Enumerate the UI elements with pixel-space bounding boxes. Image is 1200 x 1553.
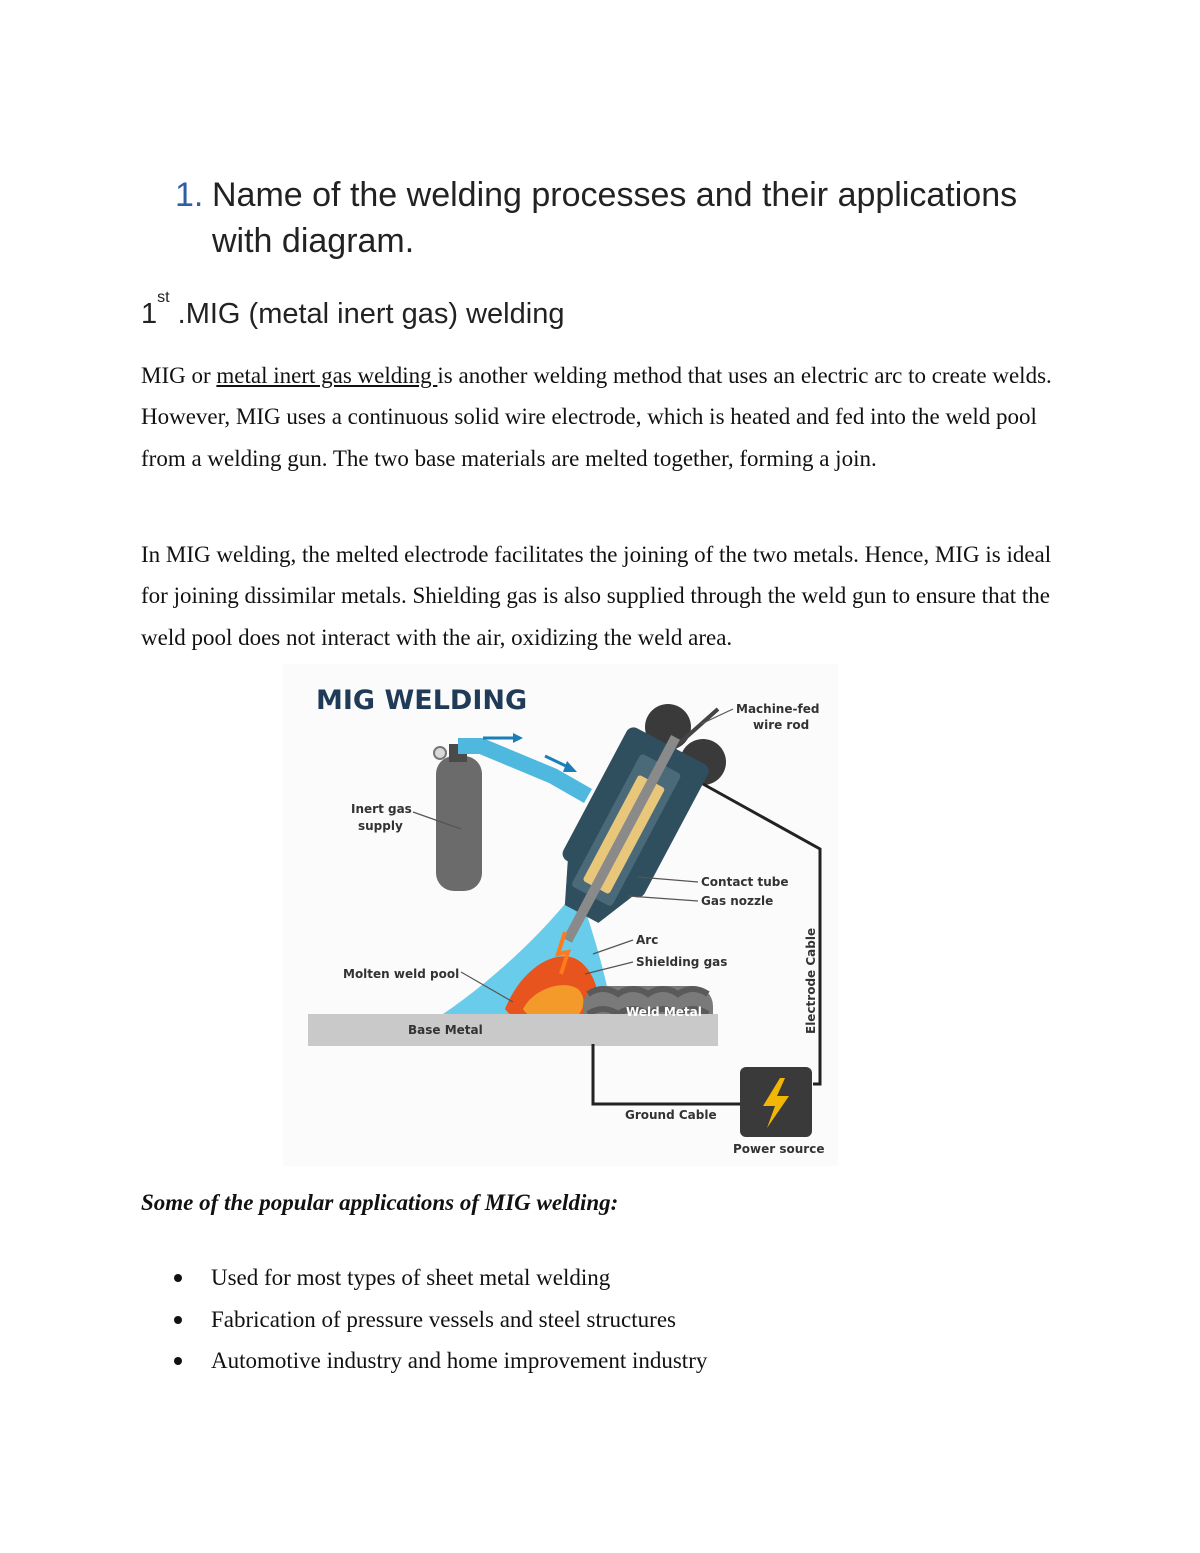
label-electrode-cable: Electrode Cable xyxy=(804,927,818,1034)
label-weld-metal: Weld Metal xyxy=(626,1005,702,1019)
section-ordinal-suffix: st xyxy=(157,289,170,306)
heading-number: 1. xyxy=(175,176,204,214)
heading-text: Name of the welding processes and their applications with diagram. xyxy=(212,176,1018,260)
section-title-text: .MIG (metal inert gas) welding xyxy=(169,298,565,330)
label-power-source: Power source xyxy=(733,1142,825,1156)
list-item-text: Used for most types of sheet metal welding xyxy=(211,1265,611,1290)
list-item-text: Fabrication of pressure vessels and steel structures xyxy=(211,1306,676,1332)
applications-list xyxy=(141,1257,707,1382)
paragraph-lead: MIG or xyxy=(141,363,217,388)
bullet-icon xyxy=(174,1274,182,1282)
electrode-cable xyxy=(703,784,820,1084)
label-gas-supply-1: Inert gas xyxy=(351,802,412,816)
label-shielding-gas: Shielding gas xyxy=(636,955,728,969)
paragraph-intro xyxy=(141,355,1071,479)
heading-1 xyxy=(175,172,1075,264)
label-wire-rod-1: Machine-fed xyxy=(736,702,820,716)
section-ordinal: 1 xyxy=(141,298,158,330)
mig-welding-diagram xyxy=(283,664,838,1166)
list-item xyxy=(141,1340,707,1382)
ground-cable xyxy=(593,1044,741,1104)
label-molten-pool: Molten weld pool xyxy=(343,967,460,981)
metal-inert-gas-welding-link[interactable]: metal inert gas welding xyxy=(216,363,438,388)
label-base-metal: Base Metal xyxy=(408,1023,483,1037)
gas-cylinder xyxy=(434,744,482,891)
list-item xyxy=(141,1257,707,1299)
label-arc: Arc xyxy=(636,933,659,947)
label-gas-supply-2: supply xyxy=(358,819,403,833)
paragraph-details: In MIG welding, the melted electrode facilitates the joining of the two metals. Hence, MIG is ideal for joining dissimilar metals. Shielding gas is also supplied through the weld gun to ensure that the weld pool does not interact with the air, oxidizing the weld area. xyxy=(141,542,1052,650)
power-source-box xyxy=(740,1067,812,1137)
paragraph-rest: is another welding method that uses an electric arc to create welds. However, MIG uses a continuous solid wire electrode, which is heated and fed into the weld pool from a welding gun. The two base materials are melted together, forming a join. xyxy=(141,363,1052,471)
label-wire-rod-2: wire rod xyxy=(753,718,810,732)
diagram-title: MIG WELDING xyxy=(316,685,528,716)
list-item-text: Automotive industry and home improvement industry xyxy=(211,1348,708,1373)
bullet-icon xyxy=(174,1316,182,1324)
applications-heading: Some of the popular applications of MIG welding: xyxy=(141,1190,619,1215)
list-item xyxy=(141,1299,707,1341)
label-contact-tube: Contact tube xyxy=(701,875,789,889)
label-ground-cable: Ground Cable xyxy=(625,1108,717,1122)
section-title xyxy=(141,289,565,334)
label-gas-nozzle: Gas nozzle xyxy=(701,894,774,908)
bullet-icon xyxy=(174,1357,182,1365)
